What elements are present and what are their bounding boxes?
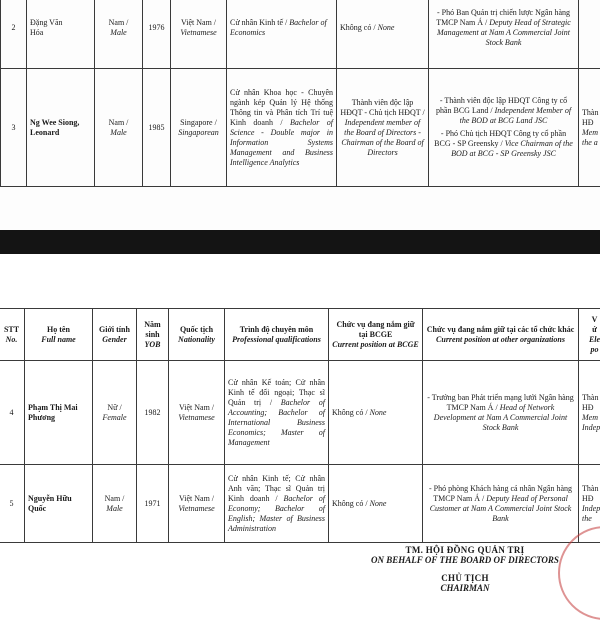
- page-a-scan: [0, 0, 600, 230]
- gender: Nữ / Female: [93, 361, 137, 465]
- signature-title-en: CHAIRMAN: [330, 583, 600, 593]
- nominee-table-b: [0, 308, 600, 543]
- nationality: Singapore / Singaporean: [171, 69, 227, 187]
- position-other-orgs: - Phó Ban Quản trị chiến lược Ngân hàng TMCP Nam Á / Deputy Head of Strategic Management at Nam A Commercial Joint Stock Bank: [429, 0, 579, 69]
- table-row: [0, 361, 600, 465]
- nationality: Việt Nam / Vietnamese: [171, 0, 227, 69]
- yob: 1976: [143, 0, 171, 69]
- qualifications: Cử nhân Kinh tế; Cử nhân Anh văn; Thạc sĩ Quản trị Kinh doanh / Bachelor of Economy; Bachelor of English; Master of Business Administration: [225, 465, 329, 543]
- nationality: Việt Nam / Vietnamese: [169, 361, 225, 465]
- qualifications: Cử nhân Kinh tế / Bachelor of Economics: [227, 0, 337, 69]
- yob: 1985: [143, 69, 171, 187]
- gender: Nam / Male: [93, 465, 137, 543]
- tail-column: [579, 0, 600, 69]
- table-header-row: [0, 309, 600, 361]
- signature-line-en: ON BEHALF OF THE BOARD OF DIRECTORS: [330, 555, 600, 565]
- header-gender: Giới tính Gender: [93, 309, 137, 361]
- header-tail: V ứ Ele po: [579, 309, 600, 361]
- page-separator: [0, 230, 600, 254]
- full-name: Phạm Thị Mai Phương: [25, 361, 93, 465]
- tail-column: Thàn HĐ Mem the a: [579, 69, 600, 187]
- position-bcge: Thành viên độc lập HĐQT - Chủ tịch HĐQT / Independent member of the Board of Directors - Chairman of the Board of Directors: [337, 69, 429, 187]
- header-yob: Năm sinh YOB: [137, 309, 169, 361]
- table-row: [0, 465, 600, 543]
- position-other-orgs: - Trưởng ban Phát triển mạng lưới Ngân hàng TMCP Nam Á / Head of Network Development at Nam A Commercial Joint Stock Bank: [423, 361, 579, 465]
- position-bcge: Không có / None: [329, 465, 423, 543]
- position-other-orgs: - Thành viên độc lập HĐQT Công ty cổ phần BCG Land / Independent Member of the BOD at BCG Land JSC - Phó Chủ tịch HĐQT Công ty cổ phần BCG - SP Greensky / Vice Chairman of the BOD at BCG - SP Greensky JSC: [429, 69, 579, 187]
- nominee-table-a: [0, 0, 600, 187]
- row-no: 5: [0, 465, 25, 543]
- signature-line-vi: TM. HỘI ĐỒNG QUẢN TRỊ: [330, 545, 600, 555]
- qualifications: Cử nhân Khoa học - Chuyên ngành kép Quản lý Hệ thống Thông tin và Phân tích Trí tuệ Kinh doanh / Bachelor of Science - Double major in Information Systems Management and Business Intelligence Analytics: [227, 69, 337, 187]
- full-name: Ng Wee Siong, Leonard: [27, 69, 95, 187]
- table-row: [1, 69, 600, 187]
- yob: 1982: [137, 361, 169, 465]
- gender: Nam / Male: [95, 69, 143, 187]
- header-no: STT No.: [0, 309, 25, 361]
- header-nationality: Quốc tịch Nationality: [169, 309, 225, 361]
- full-name: Nguyễn Hữu Quốc: [25, 465, 93, 543]
- yob: 1971: [137, 465, 169, 543]
- header-name: Họ tên Full name: [25, 309, 93, 361]
- full-name: Đặng Văn Hóa: [27, 0, 95, 69]
- row-no: 4: [0, 361, 25, 465]
- table-row: [1, 0, 600, 69]
- qualifications: Cử nhân Kế toán; Cử nhân Kinh tế đối ngoại; Thạc sĩ Quản trị / Bachelor of Accounting; Bachelor of International Business Economics; Master of Management: [225, 361, 329, 465]
- tail-column: Thàn HĐ Mem Indep: [579, 361, 600, 465]
- signature-title-vi: CHỦ TỊCH: [330, 573, 600, 583]
- position-other-orgs: - Phó phòng Khách hàng cá nhân Ngân hàng TMCP Nam Á / Deputy Head of Personal Customer at Nam A Commercial Joint Stock Bank: [423, 465, 579, 543]
- tail-column: Thàn HĐ Indep the: [579, 465, 600, 543]
- position-bcge: Không có / None: [329, 361, 423, 465]
- row-no: 3: [1, 69, 27, 187]
- header-qualifications: Trình độ chuyên môn Professional qualifications: [225, 309, 329, 361]
- header-position-other: Chức vụ đang nắm giữ tại các tổ chức khác Current position at other organizations: [423, 309, 579, 361]
- gender: Nam / Male: [95, 0, 143, 69]
- row-no: 2: [1, 0, 27, 69]
- position-bcge: Không có / None: [337, 0, 429, 69]
- nationality: Việt Nam / Vietnamese: [169, 465, 225, 543]
- header-position-bcge: Chức vụ đang nắm giữ tại BCGE Current position at BCGE: [329, 309, 423, 361]
